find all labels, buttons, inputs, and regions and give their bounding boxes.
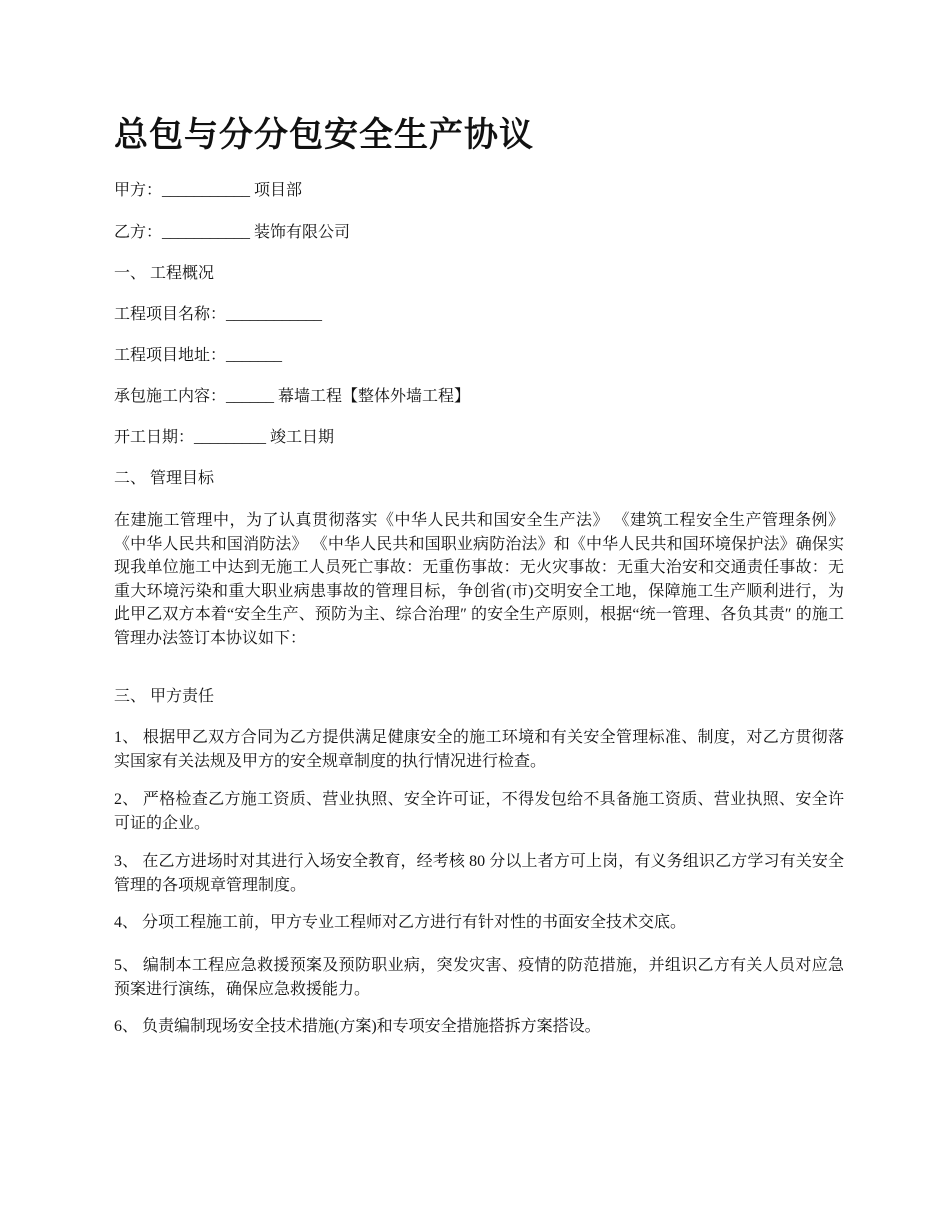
responsibility-item-2: 2、 严格检查乙方施工资质、营业执照、安全许可证，不得发包给不具备施工资质、营业执照、安全许可证的企业。 [114,791,844,832]
management-goal-paragraph: 在建施工管理中，为了认真贯彻落实《中华人民共和国安全生产法》 《建筑工程安全生产管理条例》 《中华人民共和国消防法》 《中华人民共和国职业病防治法》和《中华人民共和国环境保护法》确保实现我单位施工中达到无施工人员死亡事故：无重伤事故：无火灾事故：无重大治安和交通责任事故：无重大环境污染和重大职业病患事故的管理目标，争创省(市)交明安全工地，保障施工生产顺利进行，为此甲乙双方本着“安全生产、预防为主、综合治理″ 的安全生产原则，根据“统一管理、各负其责″ 的施工管理办法签订本协议如下： [114,512,844,647]
section-3-heading: 三、 甲方责任 [114,688,215,705]
party-b-line: 乙方：___________ 装饰有限公司 [114,224,351,241]
project-address-line: 工程项目地址：_______ [114,347,283,364]
document-title: 总包与分分包安全生产协议 [114,117,534,154]
contract-content-line: 承包施工内容：______ 幕墙工程【整体外墙工程】 [114,388,471,405]
party-a-line: 甲方：___________ 项目部 [114,182,303,199]
responsibility-item-5: 5、 编制本工程应急救援预案及预防职业病，突发灾害、疫情的防范措施，并组识乙方有关人员对应急预案进行演练，确保应急救援能力。 [114,957,844,998]
responsibility-item-6: 6、 负责编制现场安全技术措施(方案)和专项安全措施搭拆方案搭设。 [114,1018,601,1035]
dates-line: 开工日期：_________ 竣工日期 [114,429,335,446]
section-2-heading: 二、 管理目标 [114,470,215,487]
responsibility-item-1: 1、 根据甲乙双方合同为乙方提供满足健康安全的施工环境和有关安全管理标准、制度，对乙方贯彻落实国家有关法规及甲方的安全规章制度的执行情况进行检查。 [114,729,844,770]
responsibility-item-4: 4、 分项工程施工前，甲方专业工程师对乙方进行有针对性的书面安全技术交底。 [114,914,687,931]
project-name-line: 工程项目名称：____________ [114,306,323,323]
section-1-heading: 一、 工程概况 [114,265,215,282]
responsibility-item-3: 3、 在乙方进场时对其进行入场安全教育，经考核 80 分以上者方可上岗，有义务组识乙方学习有关安全管理的各项规章管理制度。 [114,853,844,894]
